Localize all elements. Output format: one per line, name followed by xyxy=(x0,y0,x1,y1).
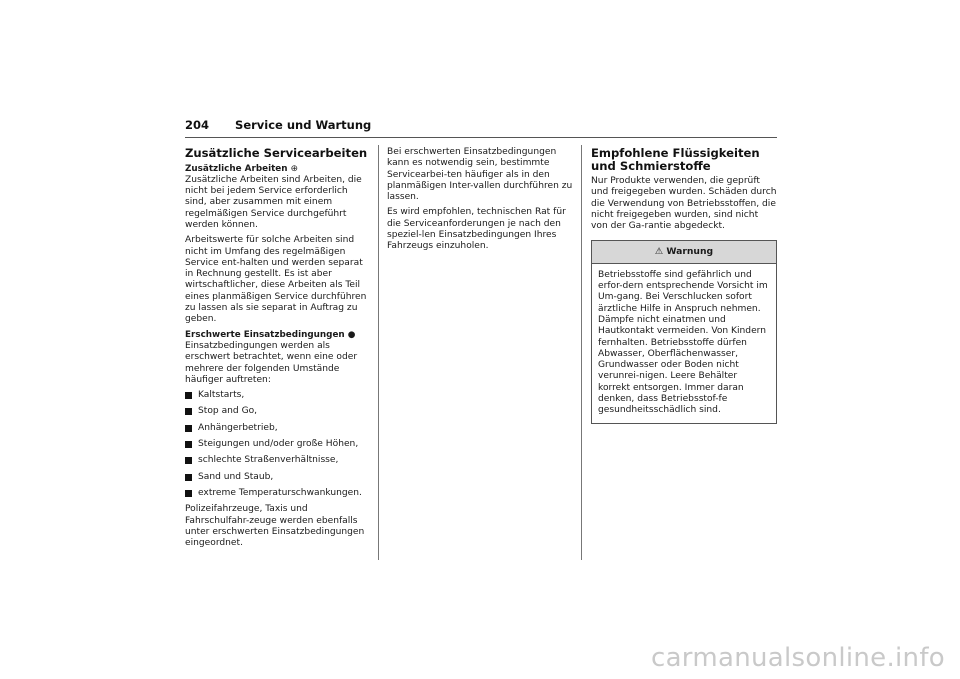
severe-conditions-symbol: ● xyxy=(347,329,356,340)
list-item: Kaltstarts, xyxy=(185,390,371,401)
list-item: Sand und Staub, xyxy=(185,472,371,483)
header-rule xyxy=(185,137,777,138)
paragraph: Bei erschwerten Einsatzbedingungen kann es notwendig sein, bestimmte Servicearbei-ten häufiger als in den planmäßigen Inter-vallen durchführen zu lassen. xyxy=(387,147,573,203)
paragraph: Einsatzbedingungen werden als erschwert betrachtet, wenn eine oder mehrere der folgenden Umstände häufiger auftreten: xyxy=(185,340,358,385)
list-item: Stop and Go, xyxy=(185,406,371,417)
paragraph: Arbeitswerte für solche Arbeiten sind nicht im Umfang des regelmäßigen Service ent-halten und werden separat in Rechnung gestellt. Es ist aber wirtschaftlicher, diese Arbeiten als Teil eines planmäßigen Service durchführen zu lassen als sie separat in Auftrag zu geben. xyxy=(185,235,367,325)
page-header xyxy=(185,118,371,132)
bullet-square-icon xyxy=(185,490,192,497)
middle-column xyxy=(387,147,575,257)
section-heading-additional-services: Zusätzliche Servicearbeiten xyxy=(185,146,368,160)
subheading-severe-conditions: Erschwerte Einsatzbedingungen ● xyxy=(185,329,356,340)
warning-text: Betriebsstoffe sind gefährlich und erfor-dern entsprechende Vorsicht im Um-gang. Bei Verschlucken sofort ärztliche Hilfe in Anspruch nehmen. Dämpfe nicht einatmen und Hautkontakt vermeiden. Von Kindern fernhalten. Betriebsstoffe dürfen Abwasser, Oberflächenwasser, Grundwasser oder Boden nicht verunrei-nigen. Leere Behälter korrekt entsorgen. Immer daran denken, dass Betriebsstof-fe gesundheitsschädlich sind. xyxy=(598,269,768,416)
watermark: carmanualsonline.info xyxy=(650,643,945,673)
subheading-additional-work: Zusätzliche Arbeiten ⊕ xyxy=(185,163,298,174)
additional-work-symbol: ⊕ xyxy=(290,163,298,174)
paragraph: Nur Produkte verwenden, die geprüft und freigegeben wurden. Schäden durch die Verwendung von Betriebsstoffen, die nicht freigegeben wurden, sind nicht von der Ga-rantie abgedeckt. xyxy=(591,176,777,232)
paragraph: Zusätzliche Arbeiten sind Arbeiten, die nicht bei jedem Service erforderlich sind, aber zusammen mit einem regelmäßigen Service durchgeführt werden können. xyxy=(185,174,362,230)
bullet-square-icon xyxy=(185,474,192,481)
bullet-square-icon xyxy=(185,457,192,464)
column-divider-left xyxy=(378,145,379,560)
paragraph: Polizeifahrzeuge, Taxis und Fahrschulfahr-zeuge werden ebenfalls unter erschwerten Einsatzbedingungen eingeordnet. xyxy=(185,504,365,549)
list-item: schlechte Straßenverhältnisse, xyxy=(185,455,371,466)
bullet-square-icon xyxy=(185,441,192,448)
warning-icon: ⚠ xyxy=(654,246,664,258)
list-item: Anhängerbetrieb, xyxy=(185,423,371,434)
bullet-square-icon xyxy=(185,425,192,432)
section-heading-fluids-lubricants: Empfohlene Flüssigkeiten und Schmierstoffe xyxy=(591,146,760,173)
warning-header xyxy=(592,241,776,263)
warning-title: Warnung xyxy=(666,246,714,258)
right-column xyxy=(591,147,777,424)
bullet-square-icon xyxy=(185,408,192,415)
list-item: Steigungen und/oder große Höhen, xyxy=(185,439,371,450)
paragraph: Es wird empfohlen, technischen Rat für die Serviceanforderungen je nach den speziel-len Einsatzbedingungen Ihres Fahrzeugs einzuholen. xyxy=(387,207,566,252)
bullet-square-icon xyxy=(185,392,192,399)
page-number: 204 xyxy=(185,118,210,132)
left-column xyxy=(185,147,371,553)
list-item: extreme Temperaturschwankungen. xyxy=(185,488,371,499)
warning-box xyxy=(591,240,777,423)
section-title: Service und Wartung xyxy=(235,118,372,132)
column-divider-right xyxy=(581,145,582,560)
